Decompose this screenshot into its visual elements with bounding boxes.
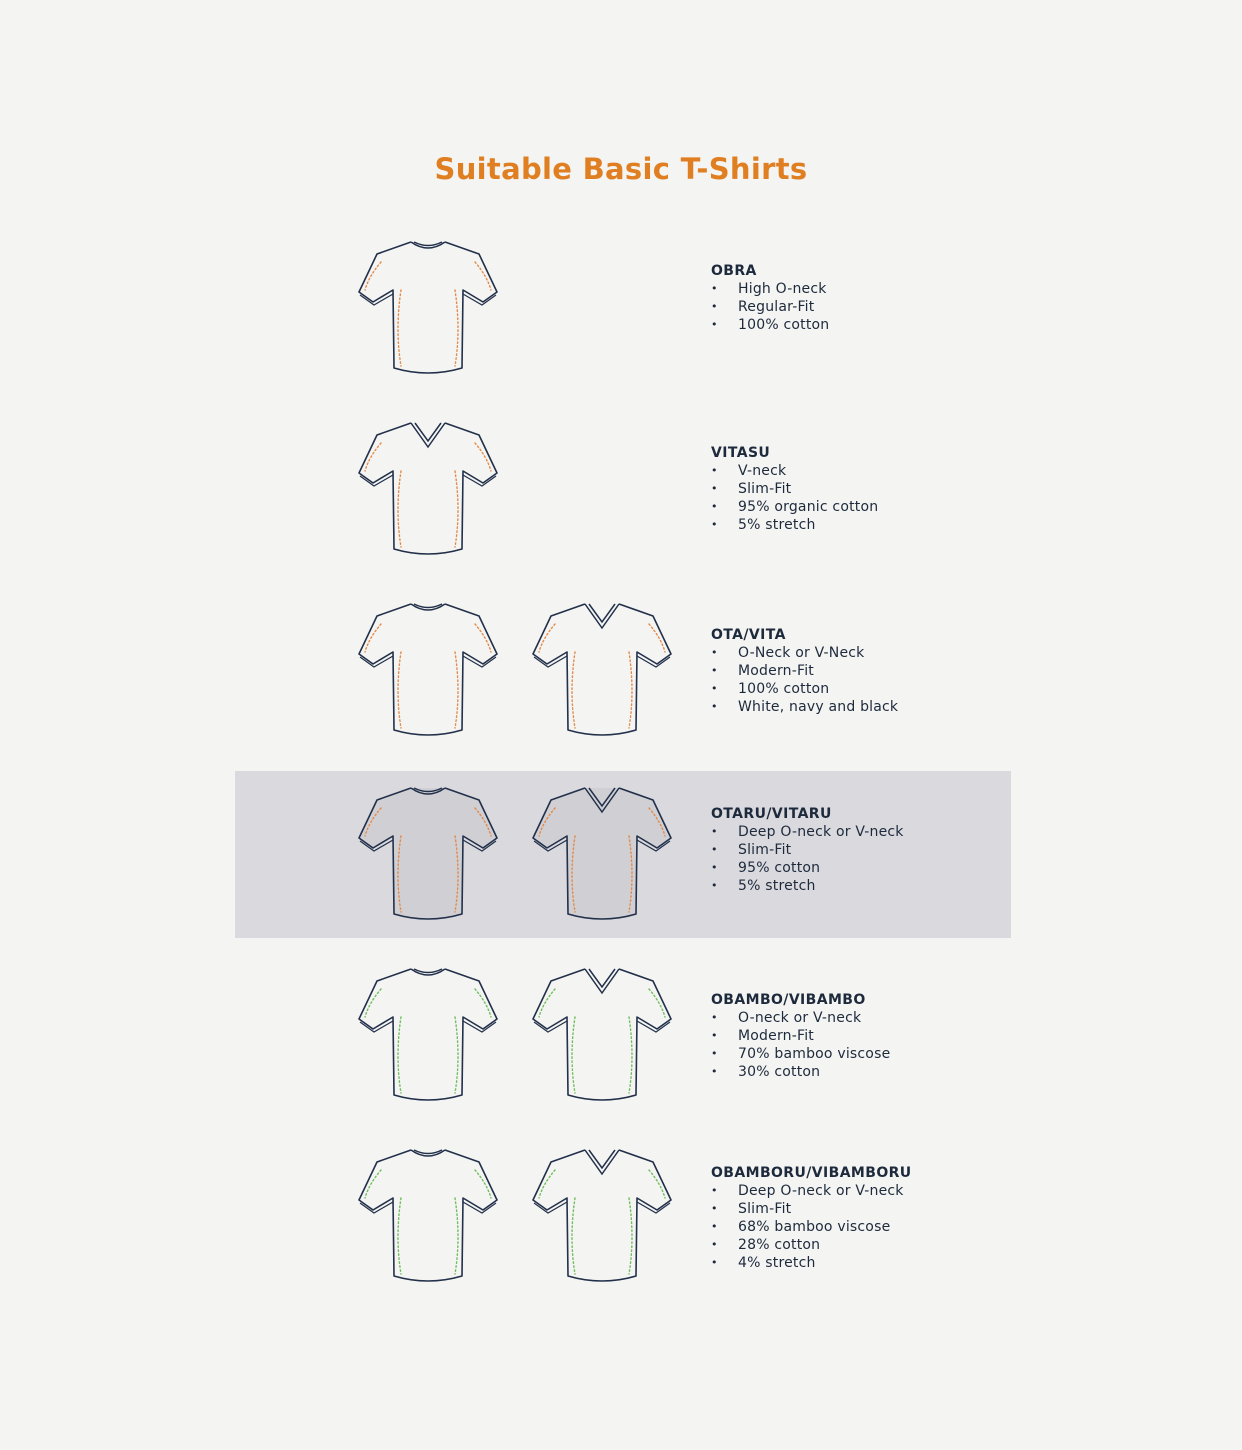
feature-item: • 70% bamboo viscose	[711, 1045, 890, 1063]
v-neck-tshirt-icon	[531, 786, 673, 926]
feature-item: • 5% stretch	[711, 516, 878, 534]
page-title: Suitable Basic T-Shirts	[434, 152, 808, 186]
feature-item: • White, navy and black	[711, 698, 898, 716]
feature-item: • Modern-Fit	[711, 1027, 890, 1045]
feature-item: • V-neck	[711, 462, 878, 480]
product-name: OTA/VITA	[711, 627, 786, 643]
feature-item: • 68% bamboo viscose	[711, 1218, 912, 1236]
feature-item: • O-Neck or V-Neck	[711, 644, 898, 662]
o-neck-tshirt-icon	[357, 240, 499, 380]
feature-item: • Regular-Fit	[711, 298, 829, 316]
product-name: OBAMBO/VIBAMBO	[711, 992, 866, 1008]
v-neck-tshirt-icon	[357, 421, 499, 561]
feature-item: • 4% stretch	[711, 1254, 912, 1272]
product-info	[711, 444, 878, 534]
feature-item: • Deep O-neck or V-neck	[711, 1182, 912, 1200]
product-name: OBRA	[711, 263, 757, 279]
product-info	[711, 1164, 912, 1272]
feature-item: • Deep O-neck or V-neck	[711, 823, 904, 841]
product-info	[711, 991, 890, 1081]
feature-list	[711, 644, 898, 716]
feature-item: • 95% organic cotton	[711, 498, 878, 516]
v-neck-tshirt-icon	[531, 1148, 673, 1288]
product-name: VITASU	[711, 445, 771, 461]
feature-item: • 5% stretch	[711, 877, 904, 895]
product-name: OTARU/VITARU	[711, 806, 832, 822]
feature-list	[711, 462, 878, 534]
product-info	[711, 626, 898, 716]
o-neck-tshirt-icon	[357, 786, 499, 926]
o-neck-tshirt-icon	[357, 1148, 499, 1288]
feature-list	[711, 1009, 890, 1081]
feature-item: • Slim-Fit	[711, 841, 904, 859]
v-neck-tshirt-icon	[531, 602, 673, 742]
feature-item: • High O-neck	[711, 280, 829, 298]
feature-item: • 30% cotton	[711, 1063, 890, 1081]
o-neck-tshirt-icon	[357, 602, 499, 742]
feature-list	[711, 823, 904, 895]
feature-item: • O-neck or V-neck	[711, 1009, 890, 1027]
feature-item: • 100% cotton	[711, 316, 829, 334]
feature-item: • 28% cotton	[711, 1236, 912, 1254]
feature-item: • 95% cotton	[711, 859, 904, 877]
product-info	[711, 805, 904, 895]
feature-list	[711, 1182, 912, 1272]
feature-item: • Slim-Fit	[711, 1200, 912, 1218]
feature-item: • Slim-Fit	[711, 480, 878, 498]
o-neck-tshirt-icon	[357, 967, 499, 1107]
feature-item: • 100% cotton	[711, 680, 898, 698]
product-name: OBAMBORU/VIBAMBORU	[711, 1165, 912, 1181]
feature-list	[711, 280, 829, 334]
v-neck-tshirt-icon	[531, 967, 673, 1107]
product-info	[711, 262, 829, 334]
feature-item: • Modern-Fit	[711, 662, 898, 680]
